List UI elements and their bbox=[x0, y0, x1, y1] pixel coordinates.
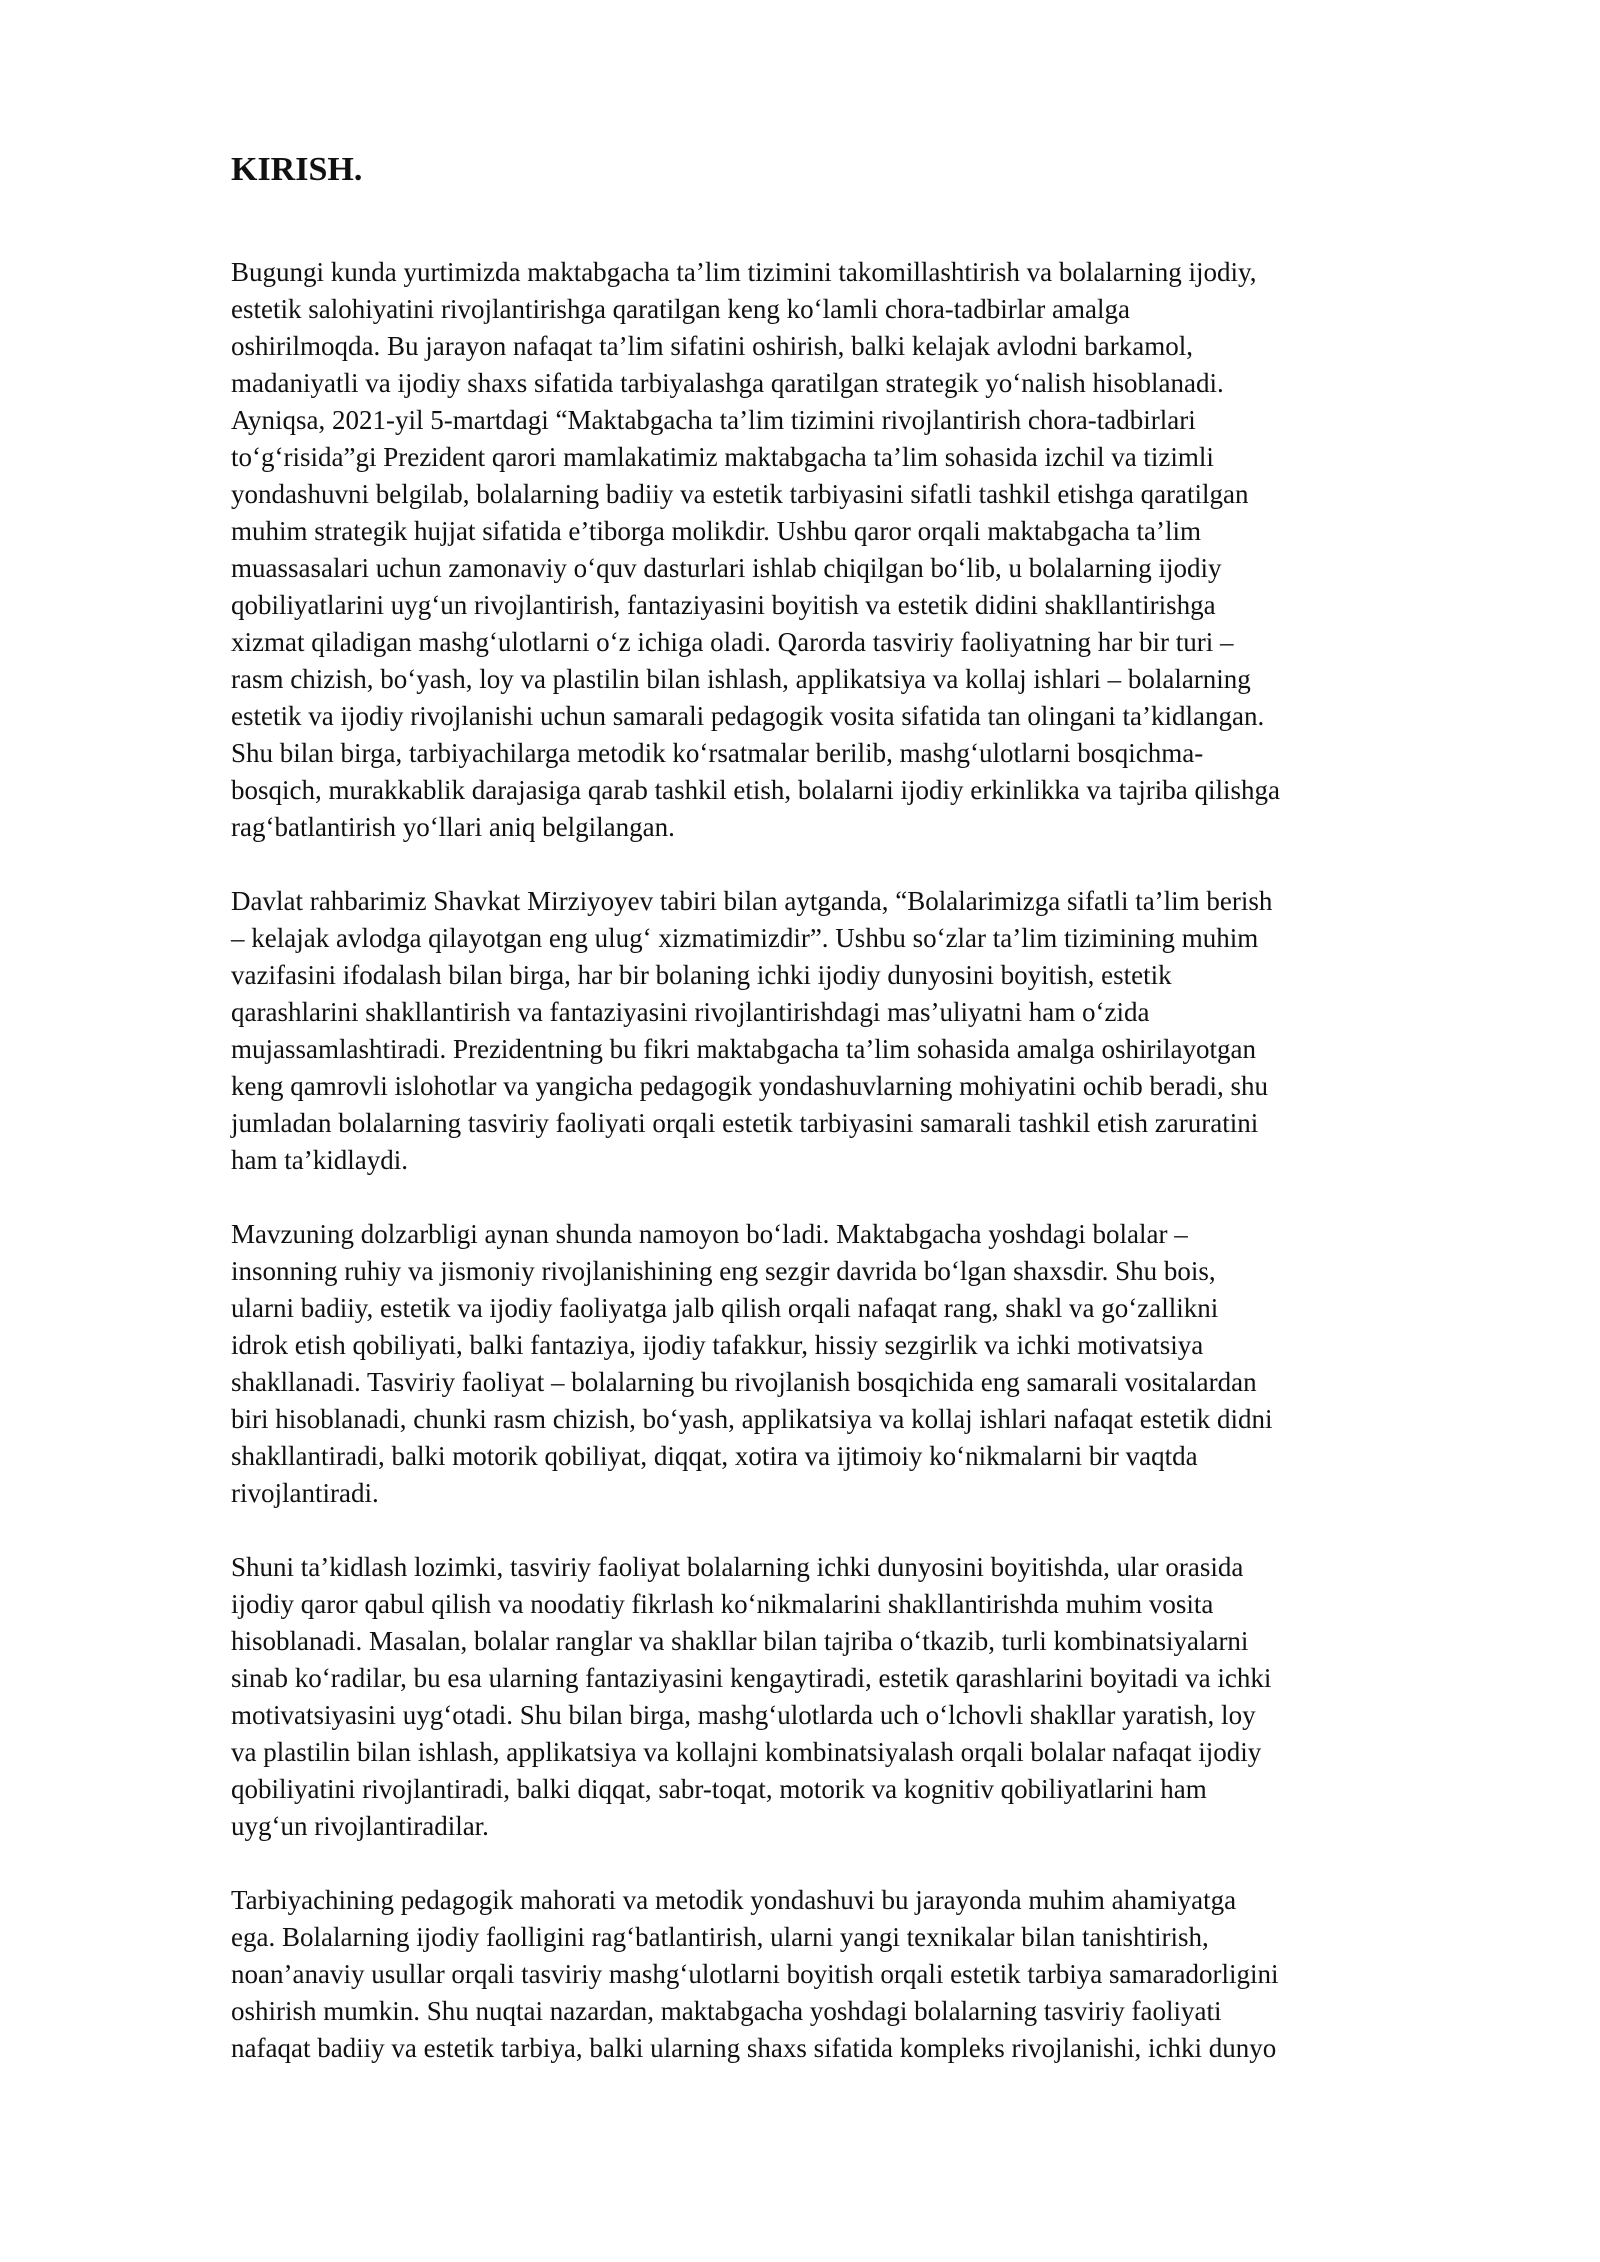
paragraph-4 bbox=[231, 1549, 1491, 1845]
text-line: madaniyatli va ijodiy shaxs sifatida tarbiyalashga qaratilgan strategik yo‘nalish hisoblanadi. bbox=[231, 367, 1224, 398]
text-line: rasm chizish, bo‘yash, loy va plastilin bilan ishlash, applikatsiya va kollaj ishlari – bolalarning bbox=[231, 663, 1251, 694]
text-line: Shuni ta’kidlash lozimki, tasviriy faoliyat bolalarning ichki dunyosini boyitishda, ular orasida bbox=[231, 1551, 1244, 1582]
paragraph-2 bbox=[231, 883, 1491, 1179]
text-line: bosqich, murakkablik darajasiga qarab tashkil etish, bolalarni ijodiy erkinlikka va tajriba qilishga bbox=[231, 774, 1280, 805]
text-line: ijodiy qaror qabul qilish va noodatiy fikrlash ko‘nikmalarini shakllantirishda muhim vosita bbox=[231, 1588, 1214, 1619]
text-line: keng qamrovli islohotlar va yangicha pedagogik yondashuvlarning mohiyatini ochib beradi, shu bbox=[231, 1070, 1269, 1101]
text-line: Davlat rahbarimiz Shavkat Mirziyoyev tabiri bilan aytganda, “Bolalarimizga sifatli ta’lim berish bbox=[231, 885, 1273, 916]
text-line: rag‘batlantirish yo‘llari aniq belgilangan. bbox=[231, 811, 675, 842]
paragraph-1 bbox=[231, 254, 1491, 846]
text-line: biri hisoblanadi, chunki rasm chizish, bo‘yash, applikatsiya va kollaj ishlari nafaqat estetik didni bbox=[231, 1403, 1273, 1434]
paragraph-5 bbox=[231, 1882, 1491, 2067]
text-line: xizmat qiladigan mashg‘ulotlarni o‘z ichiga oladi. Qarorda tasviriy faoliyatning har bir turi – bbox=[231, 626, 1234, 657]
text-line: Mavzuning dolzarbligi aynan shunda namoyon bo‘ladi. Maktabgacha yoshdagi bolalar – bbox=[231, 1218, 1188, 1249]
text-line: sinab ko‘radilar, bu esa ularning fantaziyasini kengaytiradi, estetik qarashlarini boyitadi va ichki bbox=[231, 1662, 1272, 1693]
text-line: jumladan bolalarning tasviriy faoliyati orqali estetik tarbiyasini samarali tashkil etish zaruratini bbox=[231, 1107, 1259, 1138]
text-line: ega. Bolalarning ijodiy faolligini rag‘batlantirish, ularni yangi texnikalar bilan tanishtirish, bbox=[231, 1921, 1209, 1952]
section-heading: KIRISH. bbox=[231, 151, 363, 188]
text-line: Ayniqsa, 2021-yil 5-martdagi “Maktabgacha ta’lim tizimini rivojlantirish chora-tadbirlari bbox=[231, 404, 1196, 435]
paragraph-3 bbox=[231, 1216, 1491, 1512]
text-line: oshirish mumkin. Shu nuqtai nazardan, maktabgacha yoshdagi bolalarning tasviriy faoliyati bbox=[231, 1995, 1222, 2026]
text-line: muassasalari uchun zamonaviy o‘quv dasturlari ishlab chiqilgan bo‘lib, u bolalarning ijodiy bbox=[231, 552, 1222, 583]
text-line: to‘g‘risida”gi Prezident qarori mamlakatimiz maktabgacha ta’lim sohasida izchil va tizimli bbox=[231, 441, 1214, 472]
text-line: Shu bilan birga, tarbiyachilarga metodik ko‘rsatmalar berilib, mashg‘ulotlarni bosqichma- bbox=[231, 737, 1204, 768]
text-line: shakllantiradi, balki motorik qobiliyat, diqqat, xotira va ijtimoiy ko‘nikmalarni bir vaqtda bbox=[231, 1440, 1198, 1471]
text-line: vazifasini ifodalash bilan birga, har bir bolaning ichki ijodiy dunyosini boyitish, estetik bbox=[231, 959, 1172, 990]
text-line: yondashuvni belgilab, bolalarning badiiy va estetik tarbiyasini sifatli tashkil etishga qaratilgan bbox=[231, 478, 1249, 509]
text-line: qobiliyatini rivojlantiradi, balki diqqat, sabr-toqat, motorik va kognitiv qobiliyatlarini ham bbox=[231, 1773, 1207, 1804]
text-line: mujassamlashtiradi. Prezidentning bu fikri maktabgacha ta’lim sohasida amalga oshirilayotgan bbox=[231, 1033, 1256, 1064]
text-line: estetik salohiyatini rivojlantirishga qaratilgan keng ko‘lamli chora-tadbirlar amalga bbox=[231, 293, 1130, 324]
text-line: hisoblanadi. Masalan, bolalar ranglar va shakllar bilan tajriba o‘tkazib, turli kombinatsiyalarni bbox=[231, 1625, 1249, 1656]
text-line: idrok etish qobiliyati, balki fantaziya, ijodiy tafakkur, hissiy sezgirlik va ichki motivatsiya bbox=[231, 1329, 1204, 1360]
text-line: Tarbiyachining pedagogik mahorati va metodik yondashuvi bu jarayonda muhim ahamiyatga bbox=[231, 1884, 1237, 1915]
text-line: estetik va ijodiy rivojlanishi uchun samarali pedagogik vosita sifatida tan olingani ta’kidlangan. bbox=[231, 700, 1265, 731]
text-line: va plastilin bilan ishlash, applikatsiya va kollajni kombinatsiyalash orqali bolalar nafaqat ijodiy bbox=[231, 1736, 1262, 1767]
text-line: ham ta’kidlaydi. bbox=[231, 1144, 408, 1175]
text-line: ularni badiiy, estetik va ijodiy faoliyatga jalb qilish orqali nafaqat rang, shakl va go‘zallikni bbox=[231, 1292, 1219, 1323]
text-line: motivatsiyasini uyg‘otadi. Shu bilan birga, mashg‘ulotlarda uch o‘lchovli shakllar yaratish, loy bbox=[231, 1699, 1256, 1730]
text-line: qobiliyatlarini uyg‘un rivojlantirish, fantaziyasini boyitish va estetik didini shakllantirishga bbox=[231, 589, 1216, 620]
text-line: shakllanadi. Tasviriy faoliyat – bolalarning bu rivojlanish bosqichida eng samarali vositalardan bbox=[231, 1366, 1257, 1397]
text-line: – kelajak avlodga qilayotgan eng ulug‘ xizmatimizdir”. Ushbu so‘zlar ta’lim tizimining muhim bbox=[231, 922, 1259, 953]
text-line: insonning ruhiy va jismoniy rivojlanishining eng sezgir davrida bo‘lgan shaxsdir. Shu bois, bbox=[231, 1255, 1216, 1286]
text-line: rivojlantiradi. bbox=[231, 1477, 379, 1508]
text-line: Bugungi kunda yurtimizda maktabgacha ta’lim tizimini takomillashtirish va bolalarning ijodiy, bbox=[231, 256, 1257, 287]
document-body bbox=[231, 150, 1491, 2104]
text-line: nafaqat badiiy va estetik tarbiya, balki ularning shaxs sifatida kompleks rivojlanishi, ichki dunyo bbox=[231, 2032, 1277, 2063]
text-line: muhim strategik hujjat sifatida e’tiborga molikdir. Ushbu qaror orqali maktabgacha ta’lim bbox=[231, 515, 1202, 546]
text-line: noan’anaviy usullar orqali tasviriy mashg‘ulotlarni boyitish orqali estetik tarbiya samaradorligini bbox=[231, 1958, 1279, 1989]
text-line: uyg‘un rivojlantiradilar. bbox=[231, 1810, 489, 1841]
text-line: oshirilmoqda. Bu jarayon nafaqat ta’lim sifatini oshirish, balki kelajak avlodni barkamol, bbox=[231, 330, 1194, 361]
text-line: qarashlarini shakllantirish va fantaziyasini rivojlantirishdagi mas’uliyatni ham o‘zida bbox=[231, 996, 1150, 1027]
